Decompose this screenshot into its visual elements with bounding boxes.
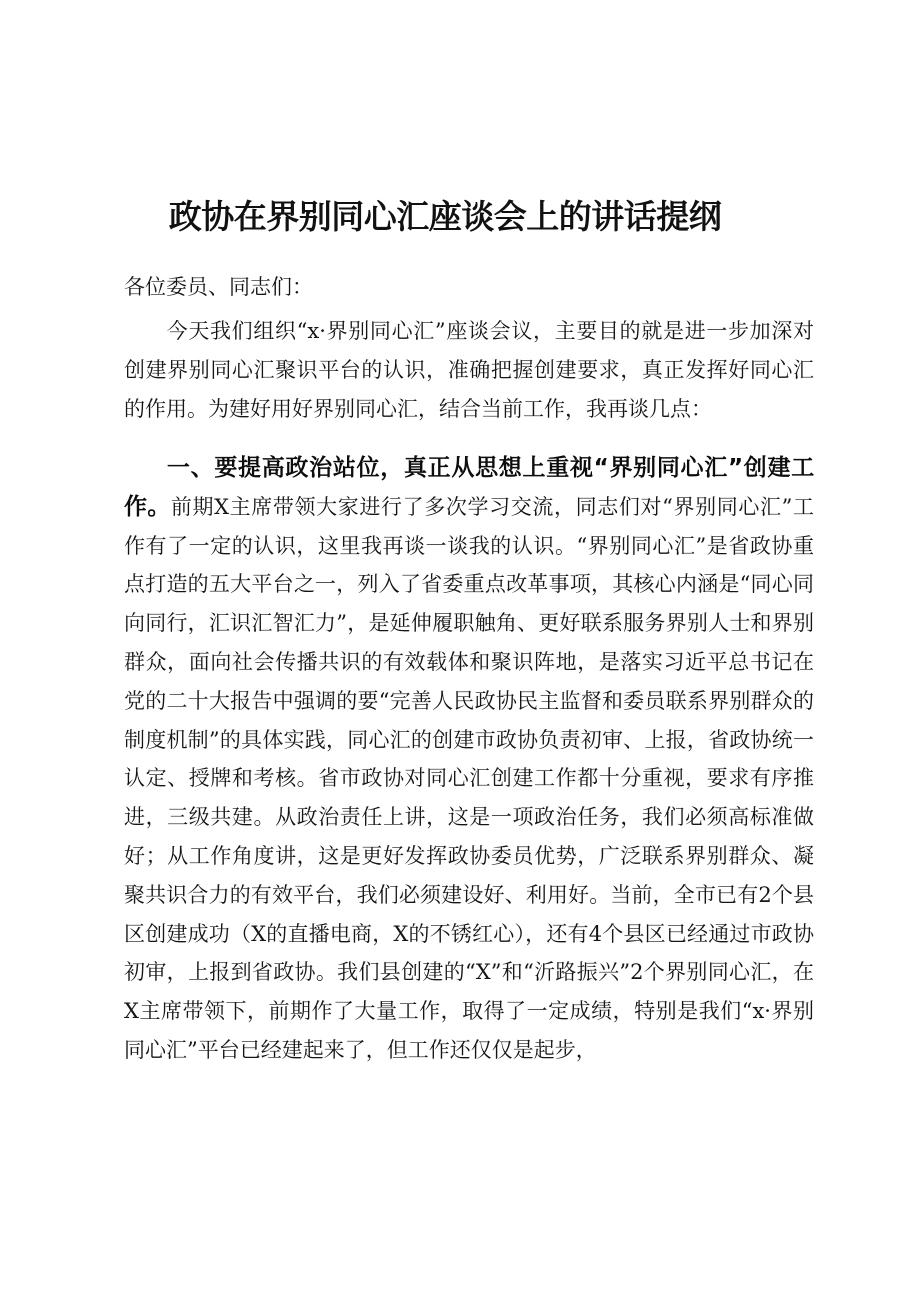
intro-paragraph <box>124 312 814 428</box>
intro-text: 今天我们组织“x·界别同心汇”座谈会议，主要目的就是进一步加深对创建界别同心汇聚识平台的认识，准确把握创建要求，真正发挥好同心汇的作用。为建好用好界别同心汇，结合当前工作，我再谈几点： <box>124 319 814 421</box>
section-1-paragraph <box>124 449 814 1070</box>
section-1-body: 前期X主席带领大家进行了多次学习交流，同志们对“界别同心汇”工作有了一定的认识，这里我再谈一谈我的认识。“界别同心汇”是省政协重点打造的五大平台之一，列入了省委重点改革事项，其核心内涵是“同心同向同行，汇识汇智汇力”，是延伸履职触角、更好联系服务界别人士和界别群众，面向社会传播共识的有效载体和聚识阵地，是落实习近平总书记在党的二十大报告中强调的要“完善人民政协民主监督和委员联系界别群众的制度机制”的具体实践，同心汇的创建市政协负责初审、上报，省政协统一认定、授牌和考核。省市政协对同心汇创建工作都十分重视，要求有序推进，三级共建。从政治责任上讲，这是一项政治任务，我们必须高标准做好；从工作角度讲，这是更好发挥政协委员优势，广泛联系界别群众、凝聚共识合力的有效平台，我们必须建设好、利用好。当前，全市已有2个县区创建成功（X的直播电商，X的不锈红心），还有4个县区已经通过市政协初审，上报到省政协。我们县创建的“X”和“沂路振兴”2个界别同心汇，在X主席带领下，前期作了大量工作，取得了一定成绩，特别是我们“x·界别同心汇”平台已经建起来了，但工作还仅仅是起步， <box>124 494 814 1062</box>
salutation: 各位委员、同志们： <box>124 275 313 299</box>
document-title: 政协在界别同心汇座谈会上的讲话提纲 <box>168 197 722 237</box>
section-1-heading: 一、要提高政治站位，真正从思想上重视“界别同心汇”创建工作。 <box>124 455 814 520</box>
